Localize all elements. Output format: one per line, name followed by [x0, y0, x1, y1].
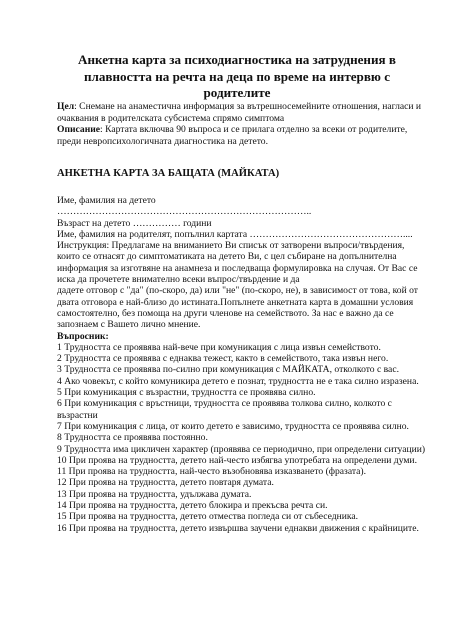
- question-item: 10 При проява на трудността, детето най-често избягва употребата на определени думи.: [57, 454, 417, 466]
- intro-block: [57, 101, 429, 147]
- question-item: 8 Трудността се проявява постоянно.: [57, 432, 208, 444]
- goal-label: Цел: [57, 101, 75, 112]
- form-body: [57, 195, 429, 534]
- parent-name-field: Име, фамилия на родителят, попълнил картата …………………………………………....: [57, 228, 413, 240]
- question-item: 3 Трудността се проявява по-силно при комуникация с МАЙКАТА, отколкото с вас.: [57, 364, 399, 376]
- question-item: 6 При комуникация с връстници, трудността се проявява толкова силно, колкото с възрастни: [57, 398, 392, 421]
- goal-text: : Снемане на анаместична информация за вътрешносемейните отношения, нагласи и очаквания в родителската субсистема спрямо симптома: [57, 101, 422, 124]
- question-item: 2 Трудността се проявява с еднаква тежест, както в семейството, така извън него.: [57, 353, 389, 365]
- question-item: 1 Трудността се проявява най-вече при комуникация с лица извън семейството.: [57, 341, 381, 353]
- description-label: Описание: [57, 124, 101, 136]
- question-item: 15 При проява на трудността, детето отмества погледа си от събеседника.: [57, 511, 359, 523]
- questions-list: [57, 342, 429, 534]
- questions-heading: Въпросник:: [57, 330, 109, 342]
- description-paragraph: [57, 124, 429, 147]
- question-item: 4 Ако човекът, с който комуникира детето е познат, трудността не е така силно изразена.: [57, 375, 419, 387]
- question-item: 9 Трудността има цикличен характер (проявява се периодично, при определени ситуации): [57, 443, 426, 455]
- child-name-blank: ……………………………………………………………………..: [57, 206, 312, 218]
- description-text: : Картата включва 90 въпроса и се прилага отделно за всеки от родителите, преди невропсихологичната диагностика на детето.: [57, 124, 408, 147]
- question-item: 7 При комуникация с лица, от които детето е зависимо, трудността се проявява силно.: [57, 420, 409, 432]
- question-item: 14 При проява на трудността, детето блокира и прекъсва речта си.: [57, 500, 328, 512]
- child-name-label: Име, фамилия на детето: [57, 195, 156, 206]
- instruction-paragraph-2: дадете отговор с "да" (по-скоро, да) или "не" (по-скоро, не), в зависимост от това, кой от двата отговора е най-близо до истината.Попълнете анкетната карта в домашни условия самостоятелно, без помоща на други членове на семейството. За нас е важно да се запознаем с Вашето лично мнение.: [57, 285, 418, 331]
- question-item: 12 При проява на трудността, детето повтаря думата.: [57, 477, 274, 489]
- child-age-field: Възраст на детето …………… години: [57, 217, 212, 229]
- question-item: 16 При проява на трудността, детето извършва заучени еднакви движения с крайниците.: [57, 522, 419, 534]
- question-item: 13 При проява на трудността, удължава думата.: [57, 488, 252, 500]
- section-heading: АНКЕТНА КАРТА ЗА БАЩАТА (МАЙКАТА): [57, 168, 280, 179]
- question-item: 5 При комуникация с възрастни, трудността се проявява силно.: [57, 387, 316, 399]
- instruction-paragraph-1: Инструкция: Предлагаме на вниманието Ви списък от затворени въпроси/твърдения, които се отнасят до симптоматиката на детето Ви, с цел събиране на допълнителна информация за изготвяне на анамнеза и последваща формулировка на случая. От Вас се иска да прочетете внимателно всеки въпрос/твърдение и да: [57, 240, 418, 286]
- document-title: Анкетна карта за психодиагностика на затруднения в плавността на речта на деца по време на интервю с родителите: [78, 52, 396, 100]
- question-item: 11 При проява на трудността, най-често възобновява изказването (фразата).: [57, 466, 367, 478]
- goal-paragraph: [57, 101, 429, 124]
